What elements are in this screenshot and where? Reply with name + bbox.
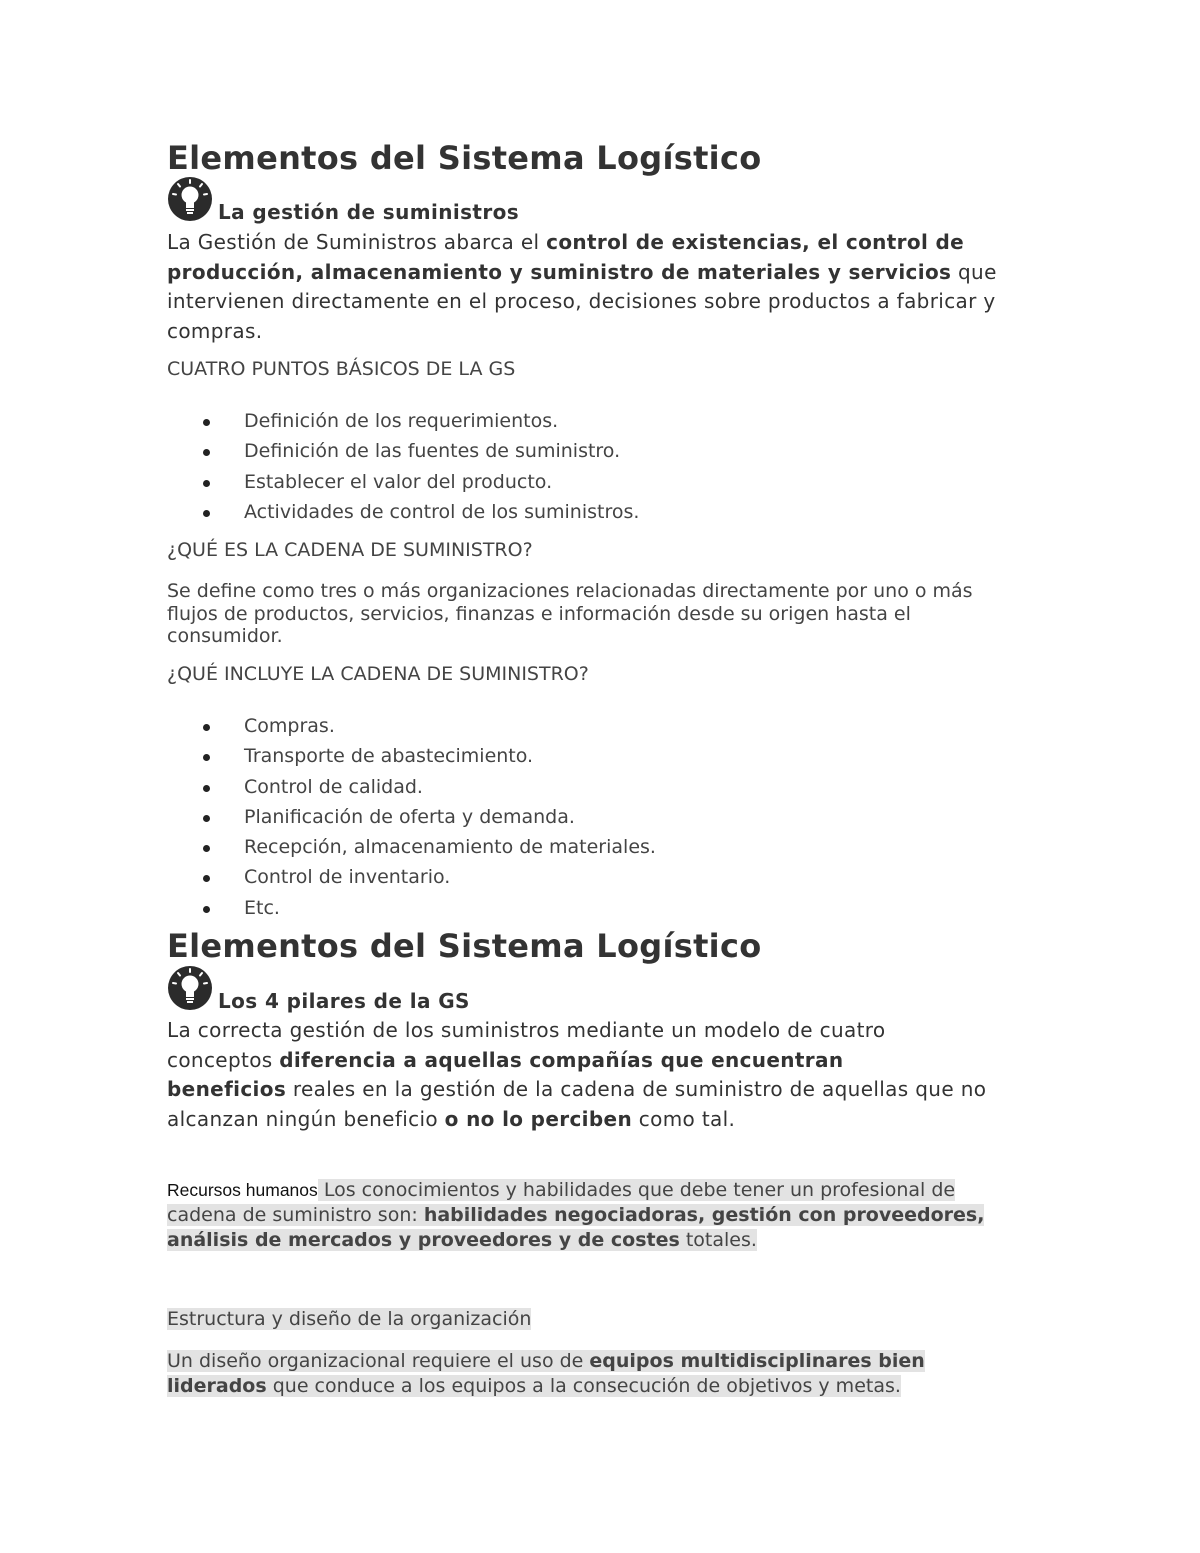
list-item — [167, 832, 656, 862]
intro-text: La Gestión de Suministros abarca el — [167, 230, 547, 254]
bullet-icon — [203, 815, 210, 822]
org-text: que conduce a los equipos a la consecución de objetivos y metas. — [266, 1375, 901, 1397]
org-text: Un diseño organizacional requiere el uso de — [167, 1350, 590, 1372]
hr-label: Recursos humanos — [167, 1180, 318, 1200]
hr-paragraph — [167, 1178, 1027, 1253]
points-list — [167, 406, 639, 527]
hr-bold: análisis de mercados y proveedores y de costes — [167, 1229, 680, 1251]
hr-bold: habilidades negociadoras, gestión con proveedores, — [423, 1204, 985, 1226]
lightbulb-icon — [167, 965, 213, 1011]
org-heading-text: Estructura y diseño de la organización — [167, 1308, 532, 1330]
list-item-text: Compras. — [244, 715, 335, 737]
definition-paragraph — [167, 580, 1027, 648]
list-item — [167, 406, 639, 436]
list-item-text: Actividades de control de los suministros. — [244, 500, 640, 523]
list-item — [167, 467, 639, 497]
points-heading: CUATRO PUNTOS BÁSICOS DE LA GS — [167, 358, 516, 380]
intro-bold: control de existencias, el control de — [546, 230, 965, 254]
pillars-paragraph — [167, 1016, 1027, 1135]
pillars-text: reales en la gestión de la cadena de suministro de aquellas que no — [286, 1077, 987, 1102]
intro-text: compras. — [167, 319, 263, 344]
list-item — [167, 862, 656, 892]
list-item-text: Control de inventario. — [244, 866, 451, 889]
list-item-text: Planificación de oferta y demanda. — [244, 805, 575, 828]
hr-text: Los conocimientos y habilidades que debe tener un profesional de — [317, 1179, 956, 1201]
pillars-text: como tal. — [632, 1107, 736, 1132]
bullet-icon — [203, 510, 210, 517]
hr-text: cadena de suministro son: — [167, 1204, 424, 1226]
intro-text: intervienen directamente en el proceso, decisiones sobre productos a fabricar y — [167, 289, 996, 314]
org-heading — [167, 1308, 1027, 1331]
list-item — [167, 741, 656, 771]
bullet-icon — [203, 419, 210, 426]
bullet-icon — [203, 785, 210, 792]
list-item-text: Control de calidad. — [244, 775, 423, 798]
pillars-text: La correcta gestión de los suministros mediante un modelo de cuatro — [167, 1018, 886, 1042]
definition-line: consumidor. — [167, 625, 283, 648]
list-item — [167, 497, 639, 527]
hr-text: totales. — [679, 1229, 757, 1251]
intro-paragraph — [167, 228, 1027, 347]
bullet-icon — [203, 906, 210, 913]
bullet-icon — [203, 724, 210, 731]
bullet-icon — [203, 449, 210, 456]
org-bold: equipos multidisciplinares bien — [589, 1350, 925, 1372]
org-paragraph — [167, 1349, 1027, 1399]
list-item — [167, 802, 656, 832]
list-item-text: Definición de las fuentes de suministro. — [244, 440, 621, 463]
definition-line: Se define como tres o más organizaciones relacionadas directamente por uno o más — [167, 580, 973, 602]
section-subtitle: Los 4 pilares de la GS — [218, 989, 470, 1013]
question-heading: ¿QUÉ INCLUYE LA CADENA DE SUMINISTRO? — [167, 663, 589, 685]
pillars-bold: diferencia a aquellas compañías que encuentran — [279, 1047, 844, 1072]
definition-line: flujos de productos, servicios, finanzas e información desde su origen hasta el — [167, 602, 911, 625]
list-item — [167, 893, 656, 923]
bullet-icon — [203, 875, 210, 882]
pillars-text: alcanzan ningún beneficio — [167, 1107, 445, 1132]
list-item-text: Recepción, almacenamiento de materiales. — [244, 836, 656, 859]
list-item-text: Establecer el valor del producto. — [244, 470, 553, 493]
bullet-icon — [203, 480, 210, 487]
list-item — [167, 436, 639, 466]
pillars-bold: o no lo perciben — [444, 1107, 633, 1132]
pillars-text: conceptos — [167, 1047, 280, 1072]
section-subtitle: La gestión de suministros — [218, 200, 520, 224]
list-item-text: Definición de los requerimientos. — [244, 410, 559, 432]
list-item — [167, 772, 656, 802]
bullet-icon — [203, 754, 210, 761]
intro-text: que — [951, 259, 997, 284]
intro-bold: producción, almacenamiento y suministro de materiales y servicios — [167, 259, 952, 284]
org-bold: liderados — [167, 1375, 267, 1397]
list-item-text: Etc. — [244, 896, 280, 919]
pillars-bold: beneficios — [167, 1077, 287, 1102]
bullet-icon — [203, 845, 210, 852]
section-title: Elementos del Sistema Logístico — [167, 139, 762, 177]
includes-list — [167, 711, 656, 923]
question-heading: ¿QUÉ ES LA CADENA DE SUMINISTRO? — [167, 539, 533, 561]
list-item — [167, 711, 656, 741]
section-title: Elementos del Sistema Logístico — [167, 927, 762, 965]
list-item-text: Transporte de abastecimiento. — [244, 745, 534, 768]
lightbulb-icon — [167, 176, 213, 222]
